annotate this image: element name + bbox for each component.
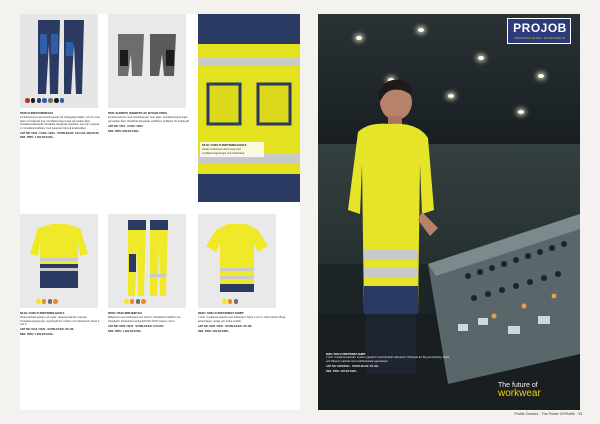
swatch: [234, 299, 239, 304]
swatch: [36, 299, 41, 304]
page-footer: Profile Centers · The Power Of Profile · 33: [514, 412, 582, 416]
swatch: [31, 98, 36, 103]
swatch: [25, 98, 30, 103]
product-price: REK. PRIS: 429 KR EXKL.: [198, 329, 230, 333]
product-title: 6419 / 6420 FUNKTIONSJACKA: [20, 311, 65, 315]
swatch: [136, 299, 141, 304]
logo-wordmark: PROJOB: [513, 21, 567, 35]
product-meta: ART NR: 5521 · FÄRG: 23/10: [108, 124, 143, 128]
tagline-top: The future of: [498, 382, 538, 389]
swatch: [222, 299, 227, 304]
product-image-pants: [20, 14, 98, 108]
detail-caption-text: Detalj: funktionell utformning med ventilationsöppningar och reflexband.: [202, 148, 245, 155]
product-description: Funktionsshorts med stretchpaneler över sätet. Ventilationsöppningar på utsidan låret, förstärkta hängande spikfickor, knäfickor för knäskydd.: [108, 116, 190, 123]
color-swatches: [36, 299, 58, 304]
product-price: REK. PRIS: 1 499 KR EXKL.: [108, 329, 142, 333]
detail-caption: [200, 142, 264, 157]
product-meta: ART NR: 5520 · FÄRG: 23/10 · STORLEKAR: C44-C64, D92-D128: [20, 131, 99, 135]
product-title: 6506 / 6512 MIDJEBYXA: [108, 311, 143, 315]
right-page-photo: [318, 14, 580, 410]
projob-logo: [507, 18, 571, 44]
logo-subtitle: PROFESSIONAL WORKWEAR: [514, 36, 566, 40]
product-text: [20, 112, 102, 140]
product-title: 5521 SHORTS (SHORTS AV BYXAN 5520): [108, 111, 167, 115]
product-price: REK. PRIS: 1 999 KR EXKL.: [20, 333, 54, 337]
product-meta: ART NR: 6506 / 6512 · STORLEKAR: C44-C64: [108, 324, 164, 328]
caption-price: REK. PRIS: 429 KR EXKL.: [326, 369, 358, 373]
caption-title: 6030 / 6031 FUNKTIONST-SHIRT: [326, 353, 366, 356]
left-page: [20, 14, 300, 410]
product-price: REK. PRIS: 1 799 KR EXKL.: [20, 136, 54, 140]
photo-caption: [326, 353, 454, 373]
detail-caption-title: 6419 / 6420 FUNKTIONSJACKA: [202, 143, 247, 147]
swatch: [141, 299, 146, 304]
caption-text: T-shirt i funktionsmaterial i modern passform med förstärkt reflexband. Tillverkad för lång användning. Mjukt och följsamt material med snabbtorkande egenskaper.: [326, 356, 450, 363]
product-description: Varsel-funktionsjacka i ett mjukt, vattenavvisande material. Ventilationsöppningar, regnskydd för mobilen och reflexband. Klass 2 och 3.: [20, 316, 100, 327]
swatch: [53, 299, 58, 304]
color-swatches: [222, 299, 238, 304]
worker-figure: [318, 14, 580, 410]
product-text: [20, 312, 102, 336]
tagline: [498, 382, 576, 399]
swatch: [48, 299, 53, 304]
color-swatches: [25, 98, 64, 103]
product-title: 5520 FUNKTIONSBYXA: [20, 111, 54, 115]
color-swatches: [124, 299, 146, 304]
swatch: [228, 299, 233, 304]
product-meta: ART NR: 6419 / 6420 · STORLEKAR: XS-4XL: [20, 328, 75, 332]
product-text: [108, 312, 190, 333]
swatch: [42, 299, 47, 304]
swatch: [124, 299, 129, 304]
product-image-trousers: [108, 214, 186, 308]
product-detail-image: [198, 14, 300, 202]
product-price: REK. PRIS: 899 KR EXKL.: [108, 129, 140, 133]
product-meta: ART NR: 6030 / 6031 · STORLEKAR: XS-4XL: [198, 324, 253, 328]
product-title: 6030 / 6031 FUNKTIONST-SHIRT: [198, 311, 244, 315]
swatch: [60, 98, 65, 103]
product-text: [198, 312, 288, 333]
product-image-jacket: [20, 214, 98, 308]
swatch: [48, 98, 53, 103]
swatch: [130, 299, 135, 304]
product-description: Midjebyxa med reflexband och stretch. Förstärkta knäfickor och hängfickor. Reflexband enligt EN ISO 20471 klass 1 och 2.: [108, 316, 181, 323]
product-image-tshirt: [198, 214, 276, 308]
product-description: Funktionsbyxa med stretchpaneler på strategiska ställen, så som över sätet och bakside knä. Ventilationsöppningar på utsidan låret, förstärkta hälsskydd, förstärkta hängande spikfickor som kan stoppas in, förstärkta knäfickor med justerbar höjd på knäskydden.: [20, 116, 101, 130]
product-description: T-shirt i funktionsmaterial med reflexband. Klass 2 och 3. Utformad för långa arbetsdagar, andas och torkar snabbt.: [198, 316, 286, 323]
swatch: [42, 98, 47, 103]
tagline-bottom: workwear: [498, 388, 541, 399]
caption-meta: ART NR: 6030/6031 · STORLEKAR: XS-4XL: [326, 364, 379, 368]
swatch: [37, 98, 42, 103]
product-text: [108, 112, 190, 133]
product-image-shorts: [108, 14, 186, 108]
swatch: [54, 98, 59, 103]
